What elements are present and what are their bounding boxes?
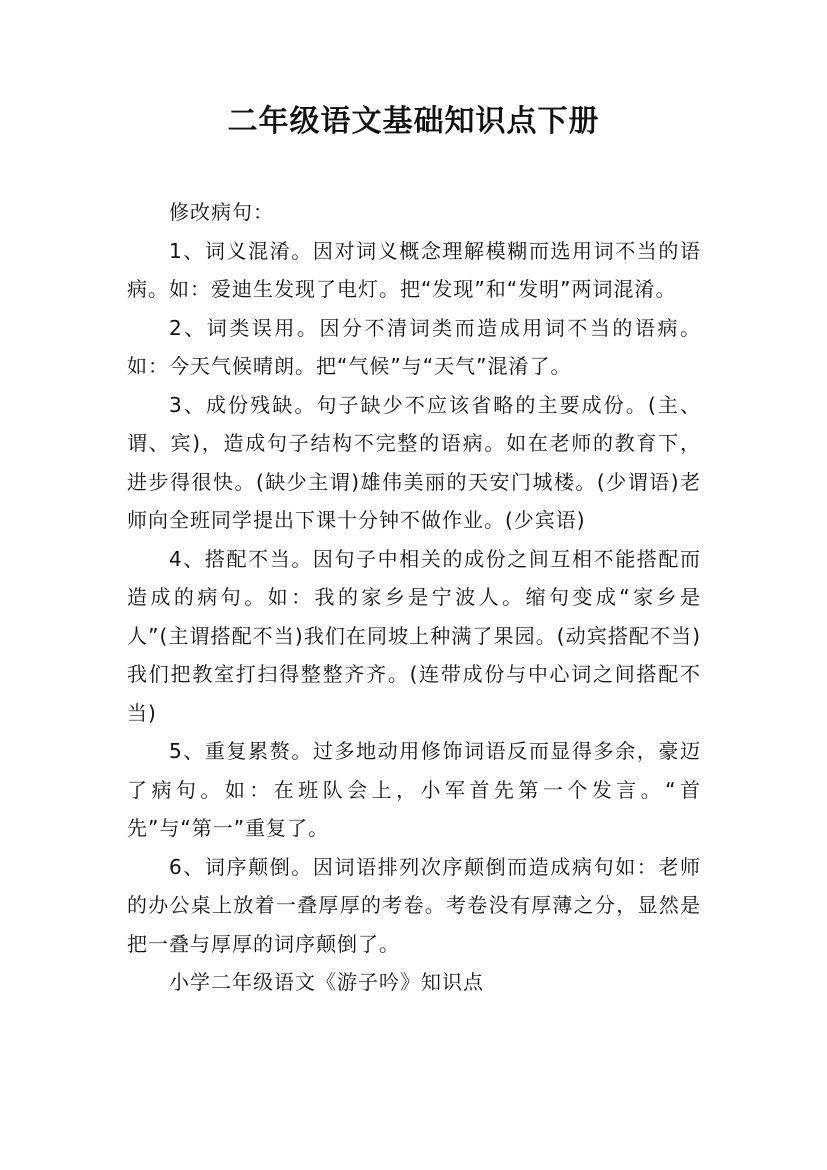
document-body	[127, 193, 701, 1002]
paragraph-item-2: 2、词类误用。因分不清词类而造成用词不当的语病。如：今天气候晴朗。把“气候”与“天气”混淆了。	[127, 315, 701, 378]
paragraph-item-1: 1、词义混淆。因对词义概念理解模糊而选用词不当的语病。如：爱迪生发现了电灯。把“发现”和“发明”两词混淆。	[127, 238, 701, 301]
document-title: 二年级语文基础知识点下册	[227, 104, 600, 139]
paragraph-item-5: 5、重复累赘。过多地动用修饰词语反而显得多余，豪迈了病句。如：在班队会上，小军首先第一个发言。“首先”与“第一”重复了。	[127, 739, 701, 840]
paragraph-heading-sentence-correction: 修改病句：	[169, 200, 274, 224]
paragraph-section-heading: 小学二年级语文《游子吟》知识点	[169, 970, 484, 994]
paragraph-item-4: 4、搭配不当。因句子中相关的成份之间互相不能搭配而造成的病句。如：我的家乡是宁波人。缩句变成“家乡是人”(主谓搭配不当)我们在同坡上种满了果园。(动宾搭配不当)我们把教室打扫得整整齐齐。(连带成份与中心词之间搭配不当)	[127, 546, 701, 725]
paragraph-item-3: 3、成份残缺。句子缺少不应该省略的主要成份。(主、谓、宾)，造成句子结构不完整的语病。如在老师的教育下，进步得很快。(缺少主谓)雄伟美丽的天安门城楼。(少谓语)老师向全班同学提出下课十分钟不做作业。(少宾语)	[127, 392, 701, 532]
paragraph-item-6: 6、词序颠倒。因词语排列次序颠倒而造成病句如：老师的办公桌上放着一叠厚厚的考卷。考卷没有厚薄之分，显然是把一叠与厚厚的词序颠倒了。	[127, 854, 701, 956]
